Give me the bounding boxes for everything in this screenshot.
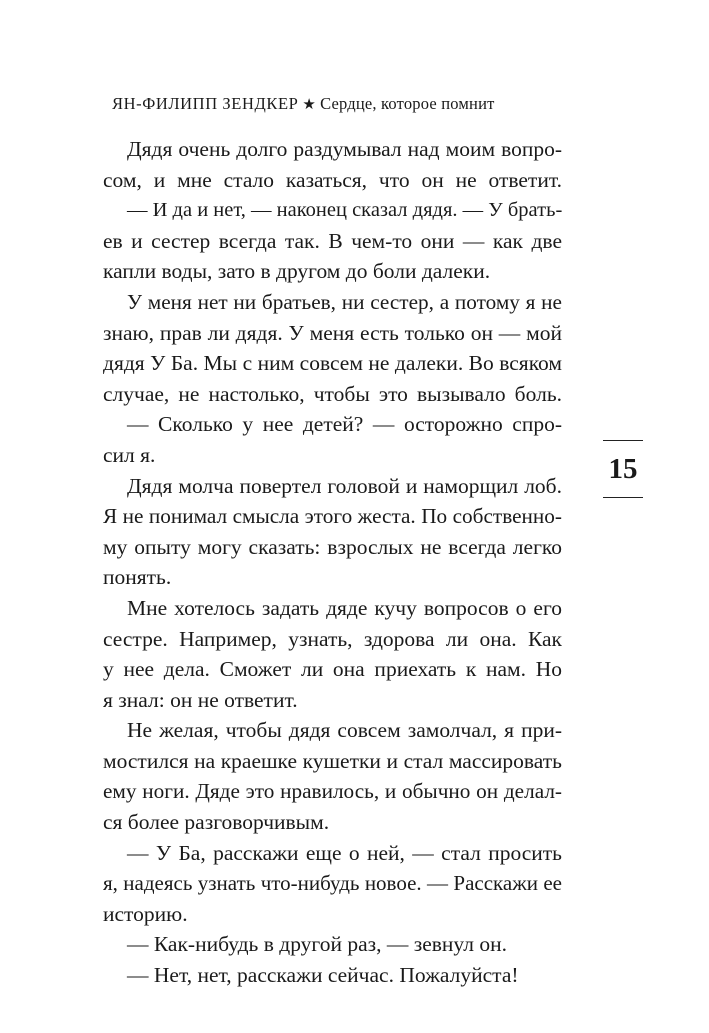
text-line: — И да и нет, — наконец сказал дядя. — У брать- (127, 199, 563, 222)
text-line: ев и сестер всегда так. В чем-то они — как две (103, 228, 562, 253)
text-line: я знал: он не ответит. (103, 687, 298, 712)
text-line: му опыту могу сказать: взрослых не всегда легко (103, 534, 562, 559)
text-line: ему ноги. Дяде это нравилось, и обычно он делал- (103, 779, 562, 804)
page-number: 15 (608, 453, 638, 485)
text-line: ся более разговорчивым. (103, 810, 330, 835)
text-line: сестре. Например, узнать, здорова ли она. Как (103, 626, 562, 651)
text-line: Я не понимал смысла этого жеста. По собственно- (103, 504, 562, 529)
text-line: случае, не настолько, чтобы это вызывало боль. (103, 381, 562, 406)
text-line: капли воды, зато в другом до боли далеки. (103, 259, 491, 284)
text-line: у нее дела. Сможет ли она приехать к нам. Но (103, 657, 562, 682)
text-line: Мне хотелось задать дяде кучу вопросов о его (127, 595, 562, 620)
folio-rule-top (603, 440, 643, 441)
text-line: Дядя молча повертел головой и наморщил лоб. (127, 473, 562, 498)
text-line: — У Ба, расскажи еще о ней, — стал просить (127, 840, 562, 865)
text-line: Не желая, чтобы дядя совсем замолчал, я при- (127, 718, 562, 743)
text-line: я, надеясь узнать что-нибудь новое. — Расскажи ее (103, 871, 562, 896)
text-line: понять. (103, 565, 172, 590)
text-line: сом, и мне стало казаться, что он не ответит. (103, 167, 562, 192)
folio-rule-bottom (603, 497, 643, 498)
star-separator-icon: ★ (302, 97, 317, 113)
running-head (112, 94, 572, 115)
text-line: мостился на краешке кушетки и стал массировать (103, 748, 562, 773)
text-line: сил я. (103, 442, 156, 467)
text-line: дядя У Ба. Мы с ним совсем не далеки. Во всяком (103, 351, 562, 376)
text-line: — Сколько у нее детей? — осторожно спро- (127, 412, 562, 437)
running-head-author: ЯН-ФИЛИПП ЗЕНДКЕР (112, 94, 299, 113)
text-line: — Как-нибудь в другой раз, — зевнул он. (127, 932, 507, 957)
body-text (103, 134, 562, 991)
text-line: историю. (103, 901, 188, 926)
text-line: — Нет, нет, расскажи сейчас. Пожалуйста! (127, 963, 519, 988)
running-head-title: Сердце, которое помнит (320, 94, 495, 113)
text-line: Дядя очень долго раздумывал над моим вопро- (127, 137, 562, 161)
text-line: знаю, прав ли дядя. У меня есть только он — мой (103, 320, 562, 345)
text-line: У меня нет ни братьев, ни сестер, а потому я не (127, 289, 562, 314)
